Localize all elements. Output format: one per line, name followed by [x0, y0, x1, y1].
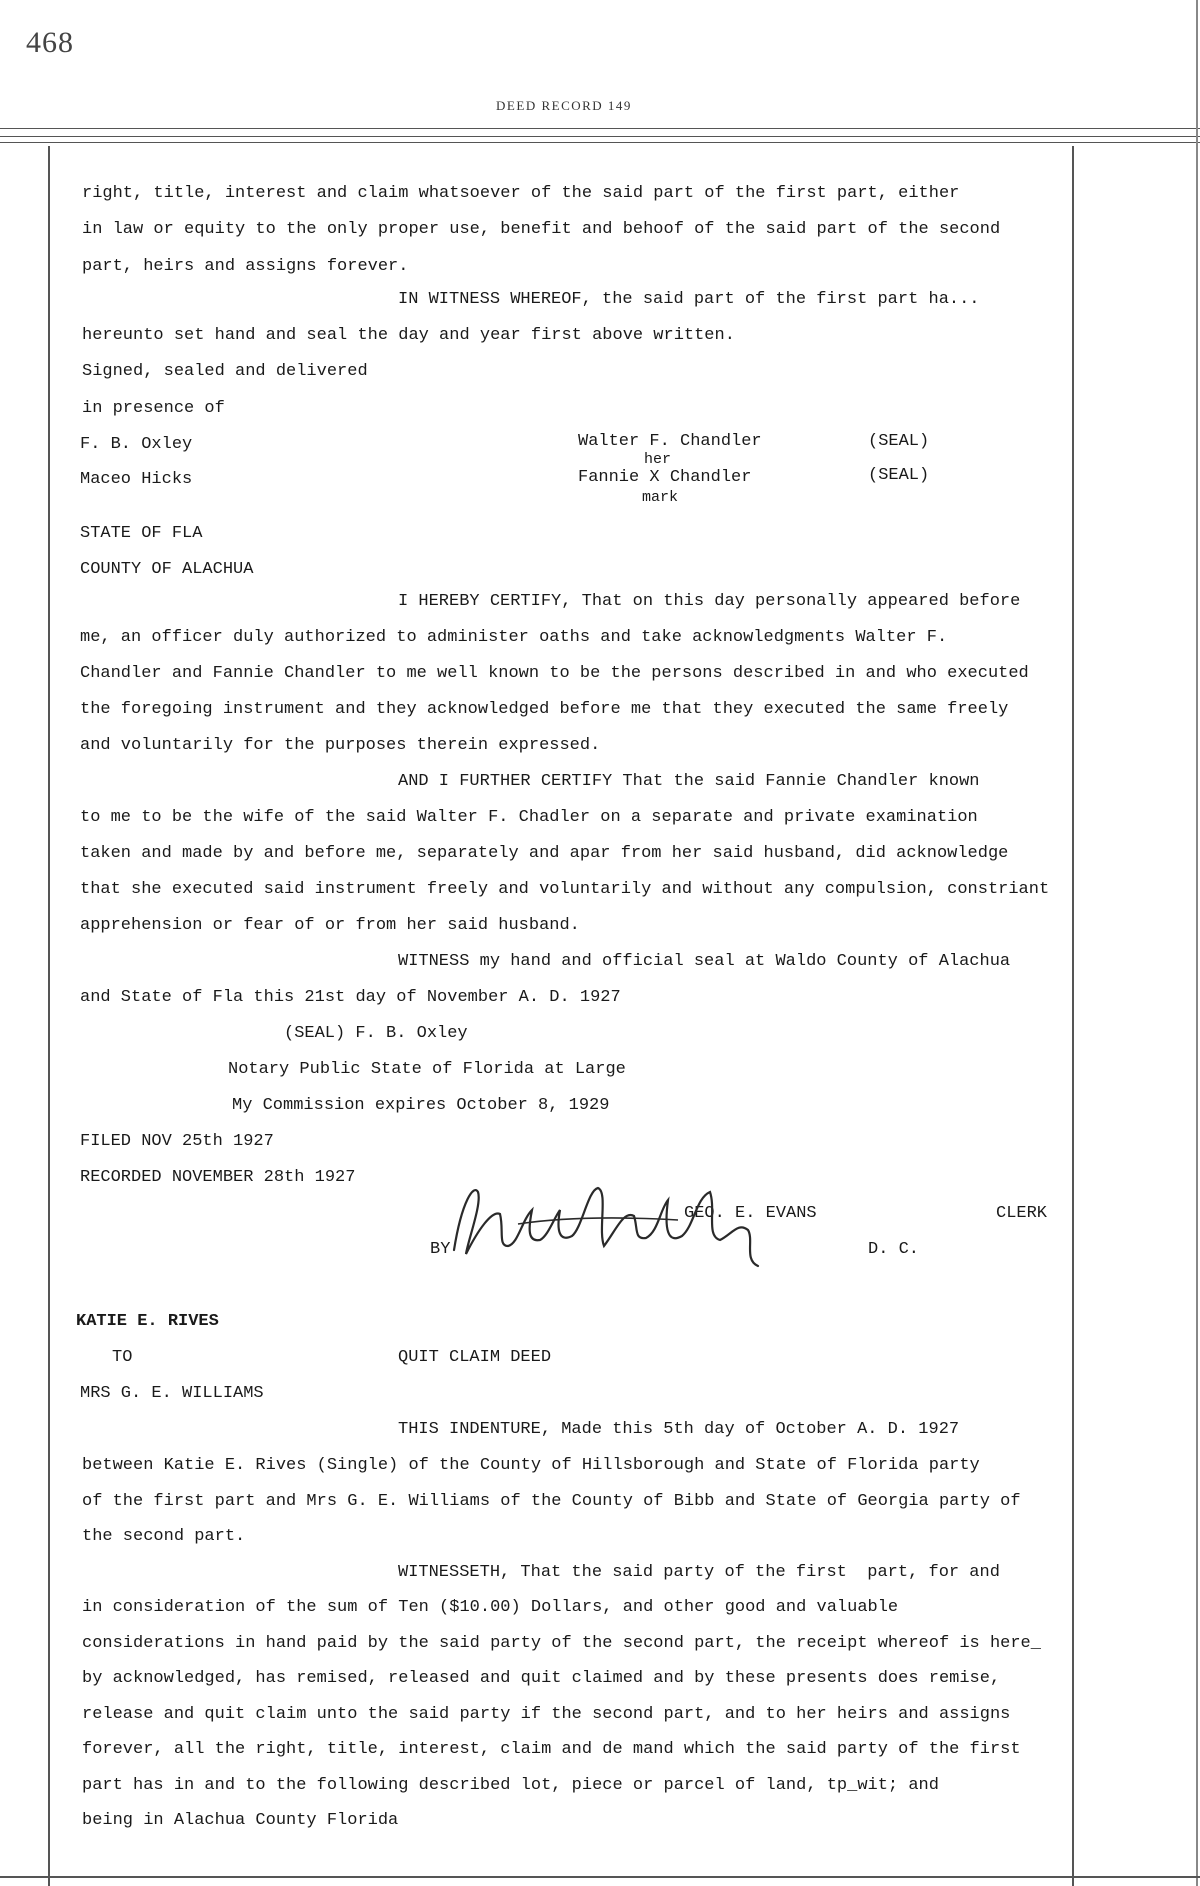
- signer-name: Walter F. Chandler: [578, 432, 762, 451]
- ack-line: WITNESS my hand and official seal at Waldo County of Alachua: [398, 952, 1011, 971]
- in-witness-line: IN WITNESS WHEREOF, the said part of the first part ha...: [398, 290, 980, 309]
- ack-line: AND I FURTHER CERTIFY That the said Fannie Chandler known: [398, 772, 980, 791]
- indenture-line: part has in and to the following described lot, piece or parcel of land, tp_wit; and: [82, 1776, 939, 1795]
- ack-line: taken and made by and before me, separately and apar from her said husband, did acknowledge: [80, 844, 1009, 863]
- frame-right: [1072, 146, 1074, 1886]
- party-to: MRS G. E. WILLIAMS: [80, 1384, 264, 1403]
- indenture-line: by acknowledged, has remised, released and quit claimed and by these presents does remise,: [82, 1669, 1001, 1688]
- indenture-line: release and quit claim unto the said party if the second part, and to her heirs and assigns: [82, 1705, 1011, 1724]
- clerk-name: GEO. E. EVANS: [684, 1204, 817, 1223]
- to-label: TO: [112, 1348, 133, 1367]
- bottom-rule: [0, 1876, 1200, 1878]
- ack-line: and State of Fla this 21st day of November A. D. 1927: [80, 988, 621, 1007]
- signer-name: Fannie X Chandler: [578, 468, 752, 487]
- page-edge: [1196, 0, 1198, 1886]
- ack-line: that she executed said instrument freely and voluntarily and without any compulsion, constriant: [80, 880, 1050, 899]
- mark-label: mark: [642, 489, 679, 506]
- deed-line: in presence of: [82, 399, 225, 418]
- deed-line: right, title, interest and claim whatsoever of the said part of the first part, either: [82, 184, 960, 203]
- indenture-line: in consideration of the sum of Ten ($10.00) Dollars, and other good and valuable: [82, 1598, 899, 1617]
- deputy-clerk-signature: [448, 1170, 788, 1280]
- recorded-line: RECORDED NOVEMBER 28th 1927: [80, 1168, 356, 1187]
- indenture-line: between Katie E. Rives (Single) of the County of Hillsborough and State of Florida party: [82, 1456, 980, 1475]
- header-rule-3: [0, 142, 1200, 143]
- ack-line: and voluntarily for the purposes therein expressed.: [80, 736, 601, 755]
- by-label: BY: [430, 1240, 451, 1259]
- record-title: DEED RECORD 149: [496, 98, 632, 113]
- header-rule-2: [0, 136, 1200, 137]
- header-rule: [0, 128, 1200, 129]
- party-from: KATIE E. RIVES: [76, 1312, 219, 1331]
- ack-line: I HEREBY CERTIFY, That on this day personally appeared before: [398, 592, 1021, 611]
- ack-line: to me to be the wife of the said Walter F. Chadler on a separate and private examination: [80, 808, 978, 827]
- deed-line: Signed, sealed and delivered: [82, 362, 368, 381]
- indenture-line: THIS INDENTURE, Made this 5th day of October A. D. 1927: [398, 1420, 960, 1439]
- frame-left: [48, 146, 50, 1886]
- her-label: her: [644, 451, 672, 468]
- indenture-line: the second part.: [82, 1527, 246, 1546]
- indenture-line: of the first part and Mrs G. E. Williams of the County of Bibb and State of Georgia party of: [82, 1492, 1021, 1511]
- deputy-clerk-label: D. C.: [868, 1240, 920, 1259]
- ack-line: me, an officer duly authorized to administer oaths and take acknowledgments Walter F.: [80, 628, 948, 647]
- indenture-line: considerations in hand paid by the said party of the second part, the receipt whereof is here_: [82, 1634, 1041, 1653]
- indenture-line: WITNESSETH, That the said party of the first part, for and: [398, 1563, 1000, 1582]
- notary-seal-line: (SEAL) F. B. Oxley: [284, 1024, 468, 1043]
- seal-label: (SEAL): [868, 432, 930, 451]
- page-number: 468: [26, 26, 74, 59]
- deed-line: part, heirs and assigns forever.: [82, 257, 409, 276]
- deed-line: hereunto set hand and seal the day and year first above written.: [82, 326, 735, 345]
- county-line: COUNTY OF ALACHUA: [80, 560, 254, 579]
- filed-line: FILED NOV 25th 1927: [80, 1132, 274, 1151]
- clerk-title: CLERK: [996, 1204, 1048, 1223]
- ack-line: the foregoing instrument and they acknowledged before me that they executed the same freely: [80, 700, 1009, 719]
- witness-name: F. B. Oxley: [80, 435, 193, 454]
- deed-type: QUIT CLAIM DEED: [398, 1348, 552, 1367]
- indenture-line: forever, all the right, title, interest, claim and de mand which the said party of the first: [82, 1740, 1021, 1759]
- seal-label: (SEAL): [868, 466, 930, 485]
- ack-line: apprehension or fear of or from her said husband.: [80, 916, 580, 935]
- ack-line: Chandler and Fannie Chandler to me well known to be the persons described in and who executed: [80, 664, 1029, 683]
- witness-name: Maceo Hicks: [80, 470, 193, 489]
- deed-line: in law or equity to the only proper use, benefit and behoof of the said part of the second: [82, 220, 1001, 239]
- indenture-line: being in Alachua County Florida: [82, 1811, 399, 1830]
- state-line: STATE OF FLA: [80, 524, 203, 543]
- notary-title-line: Notary Public State of Florida at Large: [228, 1060, 626, 1079]
- commission-line: My Commission expires October 8, 1929: [232, 1096, 610, 1115]
